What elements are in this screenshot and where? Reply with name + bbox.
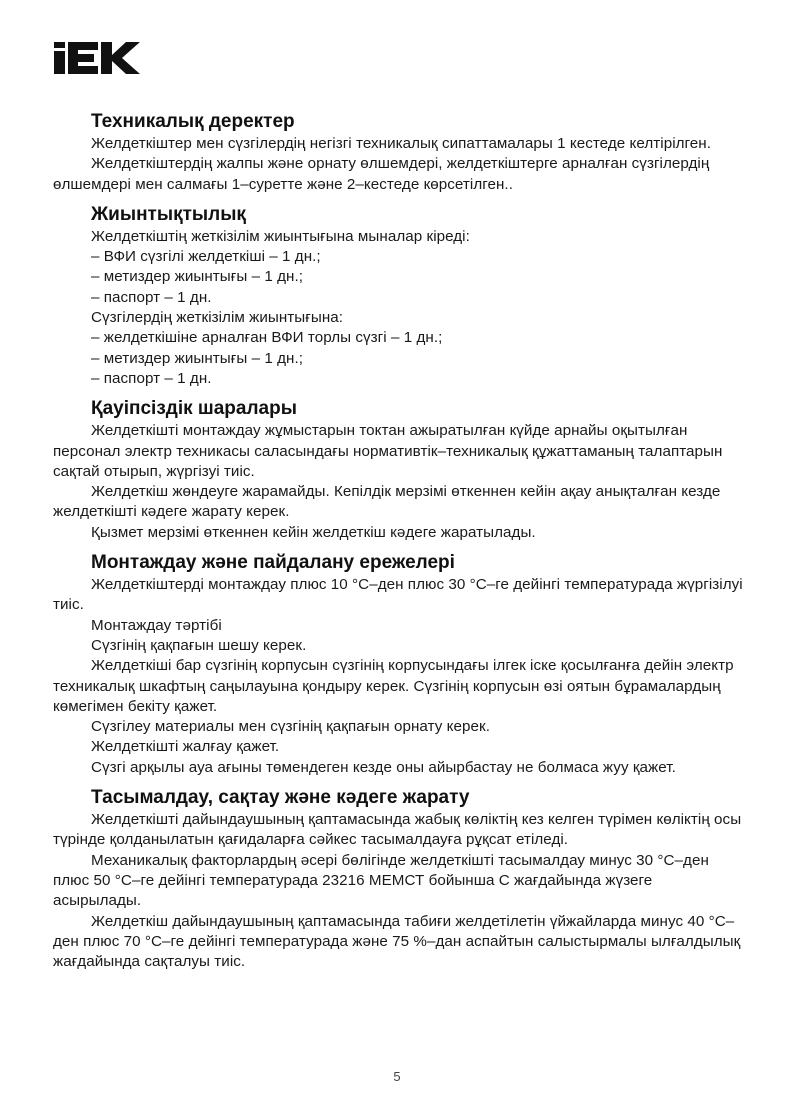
document-body — [53, 111, 743, 972]
paragraph: Желдеткішті монтаждау жұмыстарын токтан ажыратылған күйде арнайы оқытылған персонал электр техникасы саласындағы нормативтік–техникалық құжаттаманың талаптарын сақтай отырып, жүргізуі тиіс. — [53, 422, 723, 480]
list-item: – метиздер жиынтығы – 1 дн.; — [91, 349, 304, 367]
list-item: – метиздер жиынтығы – 1 дн.; — [91, 268, 304, 286]
section-technical-data — [53, 111, 743, 195]
paragraph: Механикалық факторлардың әсері бөлігінде желдеткішті тасымалдау минус 30 °С–ден плюс 50 °С–ге дейінгі температурада 23216 МЕМСТ бойынша С жағдайында жүзеге асырылады. — [53, 851, 709, 910]
iek-logo — [54, 42, 140, 74]
paragraph: Сүзгілеу материалы мен сүзгінің қақпағын орнату керек. — [91, 718, 490, 736]
list-item: – паспорт – 1 дн. — [91, 288, 212, 306]
section-completeness — [53, 204, 743, 389]
paragraph: Желдеткіштің жеткізілім жиынтығына мыналар кіреді: — [91, 227, 470, 245]
list-item: – паспорт – 1 дн. — [91, 369, 212, 387]
paragraph: Желдеткіші бар сүзгінің корпусын сүзгінің корпусындағы ілгек іске қосылғанға дейін электр техникалық шкафтың саңылауына қондыру керек. Сүзгінің корпусын өзі оятын бұрамалардың көмегімен бекіту қажет. — [53, 657, 734, 715]
paragraph: Сүзгі арқылы ауа ағыны төмендеген кезде оны айырбастау не болмаса жуу қажет. — [91, 758, 676, 776]
paragraph: Желдеткіш дайындаушының қаптамасында табиғи желдетілетін үйжайларда минус 40 °С–ден плюс 70 °С–ге дейінгі температурада және 75 %–дан аспайтын салыстырмалы ылғалдылық жағдайында сақталуы тиіс. — [53, 912, 741, 971]
section-installation — [53, 552, 743, 778]
paragraph: Желдеткіштер мен сүзгілердің негізгі техникалық сипаттамалары 1 кестеде келтірілген. — [91, 135, 712, 152]
section-transport-storage — [53, 787, 743, 972]
paragraph: Қызмет мерзімі өткеннен кейін желдеткіш кәдеге жаратылады. — [91, 523, 536, 541]
paragraph: Желдеткішті дайындаушының қаптамасында жабық көліктің кез келген түрімен көліктің осы түрінде қолданылатын қағидаларға сәйкес тасымалдауға рұқсат етіледі. — [53, 811, 742, 849]
paragraph: Желдеткіштердің жалпы және орнату өлшемдері, желдеткіштерге арналған сүзгілердің өлшемдері мен салмағы 1–суретте және 2–кестеде көрсетілген.. — [53, 155, 710, 193]
page-number: 5 — [393, 1069, 401, 1084]
section-safety — [53, 398, 743, 543]
iek-logo-graphic — [54, 42, 140, 74]
paragraph: Сүзгінің қақпағын шешу керек. — [91, 636, 307, 654]
list-item: – желдеткішіне арналған ВФИ торлы сүзгі – 1 дн.; — [91, 329, 443, 347]
paragraph: Желдеткішті жалғау қажет. — [91, 738, 280, 756]
section-title: Монтаждау және пайдалану ережелері — [91, 552, 455, 574]
paragraph: Желдеткіштерді монтаждау плюс 10 °С–ден плюс 30 °С–ге дейінгі температурада жүргізілуі тиіс. — [53, 576, 743, 614]
section-title: Тасымалдау, сақтау және кәдеге жарату — [91, 787, 470, 809]
section-title: Техникалық деректер — [91, 111, 295, 132]
section-title: Жиынтықтылық — [91, 203, 246, 225]
paragraph: Монтаждау тәртібі — [91, 616, 222, 634]
list-item: – ВФИ сүзгілі желдеткіші – 1 дн.; — [91, 248, 321, 266]
section-title: Қауіпсіздік шаралары — [91, 398, 297, 420]
paragraph: Сүзгілердің жеткізілім жиынтығына: — [91, 309, 344, 327]
paragraph: Желдеткіш жөндеуге жарамайды. Кепілдік мерзімі өткеннен кейін ақау анықталған кезде желдеткішті кәдеге жарату керек. — [53, 483, 721, 521]
